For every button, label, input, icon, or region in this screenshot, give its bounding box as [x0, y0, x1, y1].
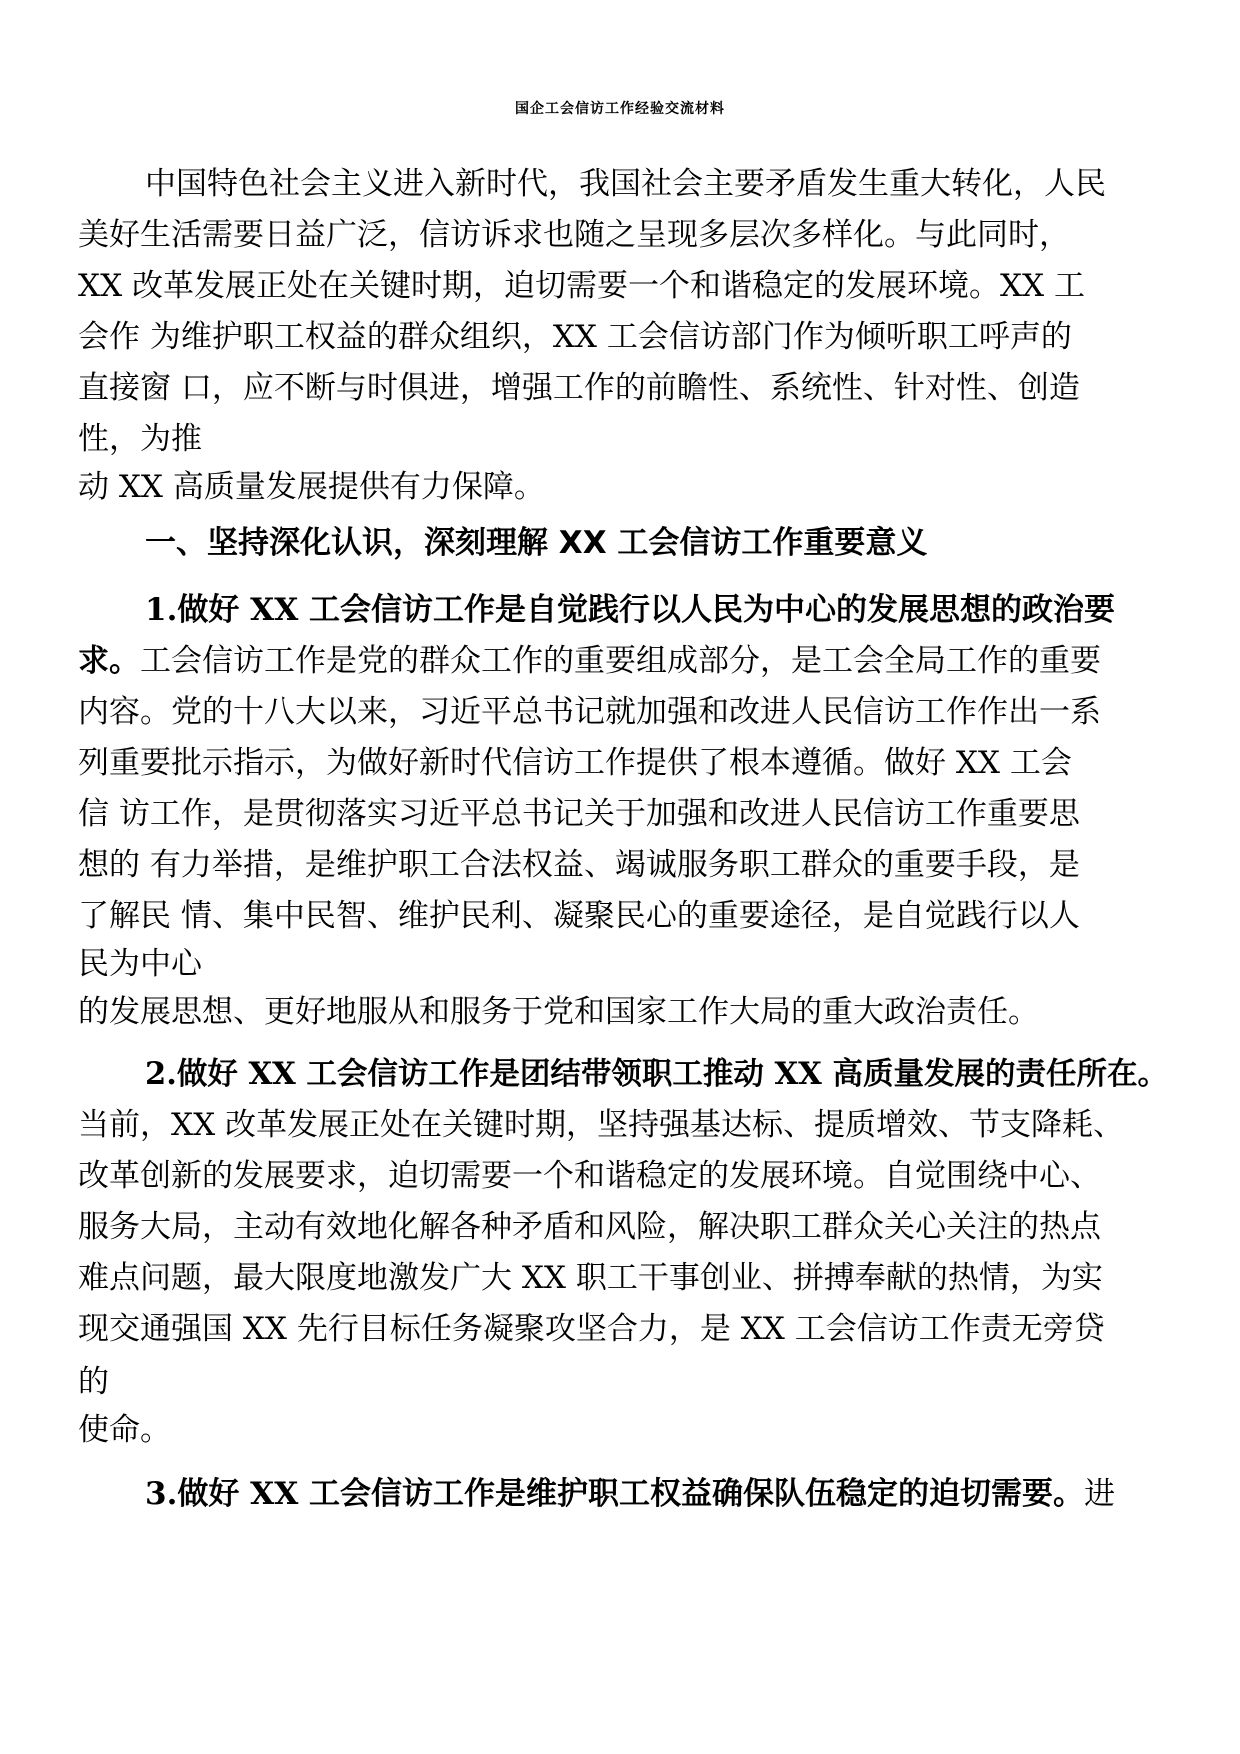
intro-line-7: 动 XX 高质量发展提供有力保障。 [78, 469, 545, 505]
intro-line-2: 美好生活需要日益广泛，信访诉求也随之呈现多层次多样化。与此同时， [78, 217, 1070, 253]
intro-line-5: 直接窗 口，应不断与时俱进，增强工作的前瞻性、系统性、针对性、创造 [78, 370, 1080, 406]
p1-line-5: 信 访工作，是贯彻落实习近平总书记关于加强和改进人民信访工作重要思 [78, 796, 1080, 832]
p2-line-2: 当前，XX 改革发展正处在关键时期，坚持强基达标、提质增效、节支降耗、 [78, 1107, 1124, 1143]
p1-line-6: 想的 有力举措，是维护职工合法权益、竭诚服务职工群众的重要手段，是 [78, 847, 1080, 883]
p3-lead: 3.做好 XX 工会信访工作是维护职工权益确保队伍稳定的迫切需要。 [145, 1476, 1085, 1512]
p1-line-8: 民为中心 [78, 946, 202, 982]
p2-line-7: 的 [78, 1364, 109, 1400]
intro-line-4: 会作 为维护职工权益的群众组织，XX 工会信访部门作为倾听职工呼声的 [78, 319, 1072, 355]
p2-line-8: 使命。 [78, 1412, 171, 1448]
p2-line-3: 改革创新的发展要求，迫切需要一个和谐稳定的发展环境。自觉围绕中心、 [78, 1158, 1101, 1194]
p1-lead: 1.做好 XX 工会信访工作是自觉践行以人民为中心的发展思想的政治要 [145, 592, 1116, 628]
p2-line-5: 难点问题，最大限度地激发广大 XX 职工干事创业、拼搏奉献的热情，为实 [78, 1260, 1103, 1296]
p3-line-1-tail: 进 [1084, 1476, 1116, 1512]
intro-line-1: 中国特色社会主义进入新时代，我国社会主要矛盾发生重大转化，人民 [145, 166, 1106, 202]
p2-line-6: 现交通强国 XX 先行目标任务凝聚攻坚合力，是 XX 工会信访工作责无旁贷 [78, 1311, 1105, 1347]
p1-line-9: 的发展思想、更好地服从和服务于党和国家工作大局的重大政治责任。 [78, 994, 1039, 1030]
intro-line-6: 性，为推 [78, 421, 202, 457]
p1-line-4: 列重要批示指示，为做好新时代信访工作提供了根本遵循。做好 XX 工会 [78, 745, 1072, 781]
p1-line-2 [78, 641, 1178, 681]
p1-line-3: 内容。党的十八大以来，习近平总书记就加强和改进人民信访工作作出一系 [78, 694, 1101, 730]
section-1-heading: 一、坚持深化认识，深刻理解 XX 工会信访工作重要意义 [145, 525, 928, 561]
p2-line-4: 服务大局，主动有效地化解各种矛盾和风险，解决职工群众关心关注的热点 [78, 1209, 1101, 1245]
document-title: 国企工会信访工作经验交流材料 [515, 101, 725, 117]
p1-line-2-text: 工会信访工作是党的群众工作的重要组成部分，是工会全局工作的重要 [140, 643, 1101, 679]
p1-lead-end: 求。 [78, 643, 140, 679]
p3-line-1 [145, 1474, 1178, 1514]
p1-line-7: 了解民 情、集中民智、维护民利、凝聚民心的重要途径，是自觉践行以人 [78, 898, 1080, 934]
intro-line-3: XX 改革发展正处在关键时期，迫切需要一个和谐稳定的发展环境。XX 工 [78, 268, 1085, 304]
p2-lead: 2.做好 XX 工会信访工作是团结带领职工推动 XX 高质量发展的责任所在。 [145, 1056, 1168, 1092]
